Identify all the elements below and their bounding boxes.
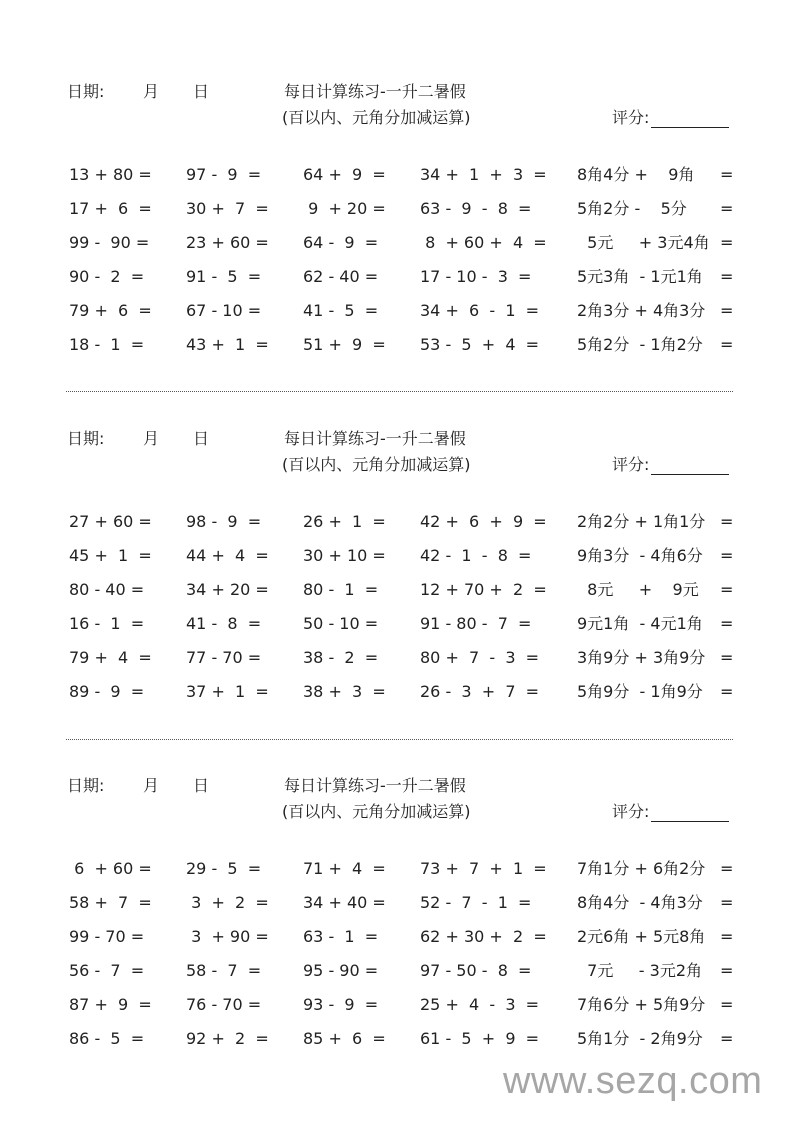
score-blank[interactable] [651,111,729,128]
arithmetic-problem: 3 + 2 = [186,893,269,912]
money-problem: 5角9分 - 1角9分 [577,682,708,701]
score-field[interactable] [612,802,729,822]
arithmetic-problem: 97 - 9 = [186,165,262,184]
arithmetic-problem: 92 + 2 = [186,1029,269,1048]
money-problem: 5角2分 - 1角2分 [577,335,708,354]
equals-sign: = [720,927,734,946]
equals-sign: = [720,512,734,531]
equals-sign: = [720,961,734,980]
problem-row [0,893,800,917]
money-problem: 7角6分 + 5角9分 [577,995,711,1014]
equals-sign: = [720,546,734,565]
worksheet-subtitle: (百以内、元角分加减运算) [282,802,471,821]
arithmetic-problem: 99 - 90 = [69,233,150,252]
watermark: www.sezq.com [503,1060,763,1102]
month-label: 月 [143,776,160,795]
problem-row [0,682,800,706]
equals-sign: = [720,614,734,633]
problem-row [0,301,800,325]
equals-sign: = [720,199,734,218]
problem-row [0,961,800,985]
problem-row [0,233,800,257]
arithmetic-problem: 85 + 6 = [303,1029,386,1048]
score-field[interactable] [612,455,729,475]
arithmetic-problem: 58 + 7 = [69,893,152,912]
money-problem: 5角2分 - 5分 [577,199,708,218]
arithmetic-problem: 29 - 5 = [186,859,262,878]
arithmetic-problem: 34 + 40 = [303,893,386,912]
arithmetic-problem: 25 + 4 - 3 = [420,995,540,1014]
problem-row [0,199,800,223]
money-problem: 3角9分 + 3角9分 [577,648,711,667]
arithmetic-problem: 97 - 50 - 8 = [420,961,532,980]
arithmetic-problem: 93 - 9 = [303,995,379,1014]
arithmetic-problem: 90 - 2 = [69,267,145,286]
worksheet-subtitle: (百以内、元角分加减运算) [282,455,471,474]
arithmetic-problem: 42 + 6 + 9 = [420,512,547,531]
arithmetic-problem: 79 + 6 = [69,301,152,320]
arithmetic-problem: 8 + 60 + 4 = [420,233,547,252]
arithmetic-problem: 63 - 1 = [303,927,379,946]
arithmetic-problem: 99 - 70 = [69,927,145,946]
arithmetic-problem: 53 - 5 + 4 = [420,335,540,354]
arithmetic-problem: 34 + 6 - 1 = [420,301,540,320]
money-problem: 5角1分 - 2角9分 [577,1029,708,1048]
arithmetic-problem: 79 + 4 = [69,648,152,667]
arithmetic-problem: 80 - 1 = [303,580,379,599]
money-problem: 2角2分 + 1角1分 [577,512,711,531]
worksheet-title: 每日计算练习-一升二暑假 [284,429,466,448]
arithmetic-problem: 16 - 1 = [69,614,145,633]
arithmetic-problem: 27 + 60 = [69,512,152,531]
equals-sign: = [720,165,734,184]
worksheet-title: 每日计算练习-一升二暑假 [284,82,466,101]
arithmetic-problem: 62 - 40 = [303,267,379,286]
money-problem: 7元 - 3元2角 [577,961,708,980]
equals-sign: = [720,335,734,354]
arithmetic-problem: 13 + 80 = [69,165,152,184]
problem-row [0,165,800,189]
day-label: 日 [193,82,210,101]
score-label: 评分: [612,108,650,127]
problem-row [0,580,800,604]
money-problem: 5元 + 3元4角 [577,233,715,252]
day-label: 日 [193,776,210,795]
problem-row [0,512,800,536]
equals-sign: = [720,859,734,878]
equals-sign: = [720,995,734,1014]
problem-row [0,995,800,1019]
equals-sign: = [720,682,734,701]
arithmetic-problem: 80 + 7 - 3 = [420,648,540,667]
problem-row [0,859,800,883]
arithmetic-problem: 34 + 20 = [186,580,269,599]
problem-row [0,927,800,951]
date-label: 日期: [67,429,105,448]
section-divider-1 [66,391,733,392]
arithmetic-problem: 80 - 40 = [69,580,145,599]
score-blank[interactable] [651,458,729,475]
arithmetic-problem: 91 - 5 = [186,267,262,286]
arithmetic-problem: 34 + 1 + 3 = [420,165,547,184]
money-problem: 8元 + 9元 [577,580,720,599]
day-label: 日 [193,429,210,448]
equals-sign: = [720,267,734,286]
score-label: 评分: [612,802,650,821]
arithmetic-problem: 41 - 5 = [303,301,379,320]
date-label: 日期: [67,82,105,101]
equals-sign: = [720,301,734,320]
arithmetic-problem: 50 - 10 = [303,614,379,633]
equals-sign: = [720,1029,734,1048]
arithmetic-problem: 58 - 7 = [186,961,262,980]
money-problem: 8角4分 - 4角3分 [577,893,708,912]
arithmetic-problem: 45 + 1 = [69,546,152,565]
arithmetic-problem: 44 + 4 = [186,546,269,565]
arithmetic-problem: 26 + 1 = [303,512,386,531]
arithmetic-problem: 95 - 90 = [303,961,379,980]
arithmetic-problem: 77 - 70 = [186,648,262,667]
month-label: 月 [143,82,160,101]
arithmetic-problem: 3 + 90 = [186,927,269,946]
money-problem: 5元3角 - 1元1角 [577,267,708,286]
arithmetic-problem: 52 - 7 - 1 = [420,893,532,912]
arithmetic-problem: 17 - 10 - 3 = [420,267,532,286]
arithmetic-problem: 98 - 9 = [186,512,262,531]
equals-sign: = [720,893,734,912]
money-problem: 8角4分 + 9角 [577,165,715,184]
date-label: 日期: [67,776,105,795]
problem-row [0,1029,800,1053]
problem-row [0,267,800,291]
arithmetic-problem: 64 - 9 = [303,233,379,252]
worksheet-subtitle: (百以内、元角分加减运算) [282,108,471,127]
arithmetic-problem: 62 + 30 + 2 = [420,927,547,946]
arithmetic-problem: 17 + 6 = [69,199,152,218]
month-label: 月 [143,429,160,448]
arithmetic-problem: 86 - 5 = [69,1029,145,1048]
money-problem: 9元1角 - 4元1角 [577,614,708,633]
arithmetic-problem: 73 + 7 + 1 = [420,859,547,878]
arithmetic-problem: 37 + 1 = [186,682,269,701]
score-field[interactable] [612,108,729,128]
arithmetic-problem: 64 + 9 = [303,165,386,184]
money-problem: 7角1分 + 6角2分 [577,859,711,878]
arithmetic-problem: 67 - 10 = [186,301,262,320]
arithmetic-problem: 18 - 1 = [69,335,145,354]
arithmetic-problem: 71 + 4 = [303,859,386,878]
arithmetic-problem: 12 + 70 + 2 = [420,580,547,599]
arithmetic-problem: 61 - 5 + 9 = [420,1029,540,1048]
arithmetic-problem: 51 + 9 = [303,335,386,354]
equals-sign: = [720,580,734,599]
problem-row [0,335,800,359]
arithmetic-problem: 43 + 1 = [186,335,269,354]
arithmetic-problem: 89 - 9 = [69,682,145,701]
arithmetic-problem: 30 + 7 = [186,199,269,218]
worksheet-title: 每日计算练习-一升二暑假 [284,776,466,795]
arithmetic-problem: 87 + 9 = [69,995,152,1014]
score-label: 评分: [612,455,650,474]
money-problem: 2角3分 + 4角3分 [577,301,711,320]
problem-row [0,648,800,672]
arithmetic-problem: 42 - 1 - 8 = [420,546,532,565]
money-problem: 2元6角 + 5元8角 [577,927,711,946]
arithmetic-problem: 63 - 9 - 8 = [420,199,532,218]
arithmetic-problem: 91 - 80 - 7 = [420,614,532,633]
arithmetic-problem: 6 + 60 = [69,859,152,878]
score-blank[interactable] [651,805,729,822]
problem-row [0,546,800,570]
equals-sign: = [720,233,734,252]
arithmetic-problem: 9 + 20 = [303,199,386,218]
arithmetic-problem: 23 + 60 = [186,233,269,252]
problem-row [0,614,800,638]
arithmetic-problem: 56 - 7 = [69,961,145,980]
equals-sign: = [720,648,734,667]
section-divider-2 [66,739,733,740]
arithmetic-problem: 26 - 3 + 7 = [420,682,540,701]
arithmetic-problem: 38 + 3 = [303,682,386,701]
arithmetic-problem: 41 - 8 = [186,614,262,633]
money-problem: 9角3分 - 4角6分 [577,546,708,565]
arithmetic-problem: 30 + 10 = [303,546,386,565]
arithmetic-problem: 38 - 2 = [303,648,379,667]
arithmetic-problem: 76 - 70 = [186,995,262,1014]
